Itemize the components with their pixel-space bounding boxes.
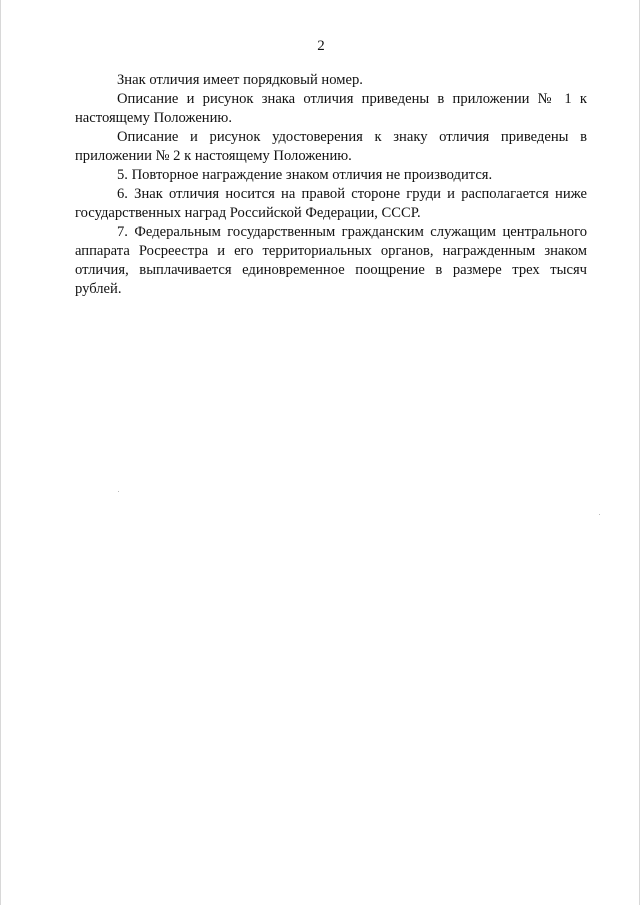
document-body — [75, 71, 587, 299]
paragraph-serial-number: Знак отличия имеет порядковый номер. — [117, 72, 363, 88]
paragraph-wearing-rules: 6. Знак отличия носится на правой стороне груди и располагается ниже государственных наград Российской Федерации, СССР. — [75, 186, 587, 221]
paragraph-certificate-description: Описание и рисунок удостоверения к знаку отличия приведены в приложении № 2 к настоящему Положению. — [75, 129, 587, 164]
scan-artifact — [599, 514, 600, 515]
paragraph-payment: 7. Федеральным государственным гражданским служащим центрального аппарата Росреестра и его территориальных органов, награжденным знаком отличия, выплачивается единовременное поощрение в размере трех тысяч рублей. — [75, 224, 587, 297]
paragraph-badge-description: Описание и рисунок знака отличия приведены в приложении № 1 к настоящему Положению. — [75, 91, 587, 126]
paragraph-repeat-award: 5. Повторное награждение знаком отличия не производится. — [117, 167, 493, 183]
page-number: 2 — [317, 38, 325, 54]
scan-artifact — [118, 491, 119, 492]
